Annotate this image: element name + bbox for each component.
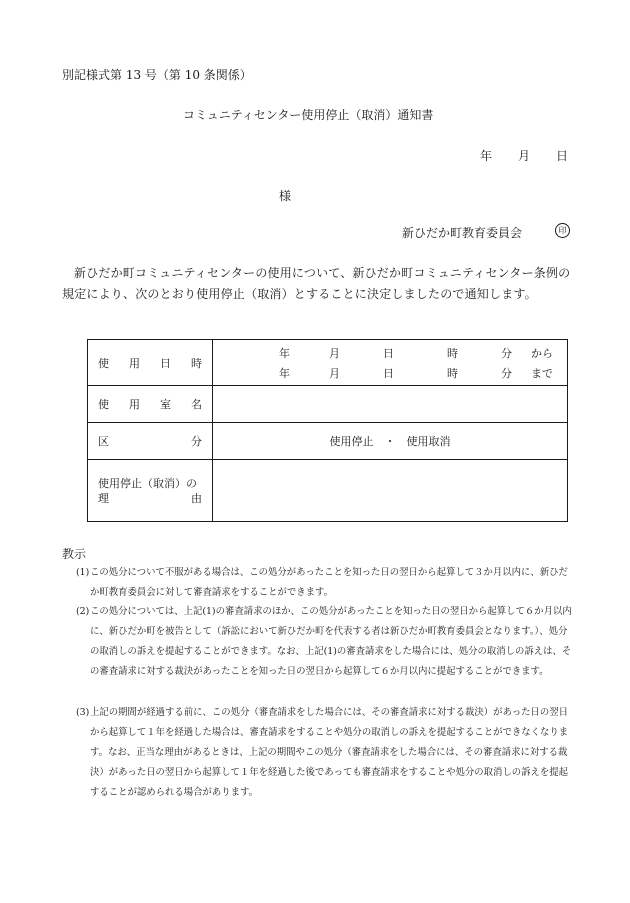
to-suffix: まで — [531, 366, 553, 380]
category-label-cell — [88, 423, 213, 460]
instruction-item — [62, 703, 572, 803]
day-unit: 日 — [383, 346, 394, 360]
table-row-room — [88, 386, 568, 423]
label-char: 由 — [191, 491, 202, 505]
datetime-label-cell — [88, 340, 213, 386]
reason-label-line1: 使用停止（取消）の — [98, 476, 197, 490]
issuer-name: 新ひだか町教育委員会 — [402, 226, 523, 240]
label-char: 日 — [160, 356, 171, 370]
instruction-item — [62, 602, 572, 682]
year-unit: 年 — [279, 346, 290, 360]
document-title: コミュニティセンター使用停止（取消）通知書 — [183, 108, 434, 122]
body-paragraph: 新ひだか町コミュニティセンターの使用について、新ひだか町コミュニティセンター条例の規定により、次のとおり使用停止（取消）とすることに決定しましたので通知します。 — [62, 266, 571, 301]
instruction-text: この処分については、上記(1)の審査請求のほか、この処分があったことを知った日の翌日から起算して６か月以内に、新ひだか町を被告として（訴訟において新ひだか町を代表する者は新ひだか町教育委員会となります。）、処分の取消しの訴えを提起することができます。なお、上記(1)の審査請求をした場合には、処分の取消しの訴えは、その審査請求に対する裁決があったことを知った日の翌日から起算して６か月以内に提起することができます。 — [90, 606, 572, 677]
label-char: 用 — [129, 356, 140, 370]
month-unit: 月 — [329, 366, 340, 380]
date-year-label: 年 — [480, 149, 493, 163]
reason-value-cell[interactable] — [213, 460, 568, 522]
day-unit: 日 — [383, 366, 394, 380]
datetime-to-line — [213, 363, 567, 383]
date-day-label: 日 — [556, 149, 569, 163]
minute-unit: 分 — [501, 366, 512, 380]
instruction-text: 上記の期間が経過する前に、この処分（審査請求をした場合には、その審査請求に対する裁決）があった日の翌日から起算して１年を経過した場合は、審査請求をすることや処分の取消しの訴えを提起することができなくなります。なお、正当な理由があるときは、上記の期間やこの処分（審査請求をした場合には、その審査請求に対する裁決）があった日の翌日から起算して１年を経過した後であっても審査請求をすることや処分の取消しの訴えを提起することが認められる場合があります。 — [90, 707, 569, 798]
label-char: 用 — [129, 398, 140, 411]
label-char: 区 — [98, 435, 109, 448]
table-row-category — [88, 423, 568, 460]
room-label-cell — [88, 386, 213, 423]
year-unit: 年 — [279, 366, 290, 380]
table-row-datetime — [88, 340, 568, 386]
hour-unit: 時 — [447, 346, 458, 360]
instruction-text: この処分について不服がある場合は、この処分があったことを知った日の翌日から起算して３か月以内に、新ひだか町教育委員会に対して審査請求をすることができます。 — [90, 567, 568, 598]
instruction-item — [62, 563, 572, 603]
datetime-from-line — [213, 343, 567, 363]
datetime-value-cell[interactable] — [213, 340, 568, 386]
label-char: 使 — [98, 398, 109, 411]
addressee-honorific: 様 — [279, 189, 292, 203]
instruction-number: (1) — [76, 567, 90, 578]
from-suffix: から — [531, 346, 553, 360]
room-value-cell[interactable] — [213, 386, 568, 423]
label-char: 使 — [98, 356, 109, 370]
label-char: 分 — [191, 435, 202, 448]
instruction-number: (2) — [76, 606, 90, 617]
label-char: 理 — [98, 491, 109, 505]
reason-label-cell — [88, 460, 213, 522]
label-char: 時 — [191, 356, 202, 370]
label-char: 室 — [160, 398, 171, 411]
category-value-cell[interactable]: 使用停止 ・ 使用取消 — [213, 423, 568, 460]
minute-unit: 分 — [501, 346, 512, 360]
instructions-title: 教示 — [62, 547, 87, 561]
instruction-number: (3) — [76, 707, 90, 718]
notice-table — [87, 339, 568, 522]
label-char: 名 — [191, 398, 202, 411]
table-row-reason — [88, 460, 568, 522]
date-month-label: 月 — [518, 149, 531, 163]
month-unit: 月 — [329, 346, 340, 360]
hour-unit: 時 — [447, 366, 458, 380]
form-label: 別記様式第 13 号（第 10 条関係） — [62, 68, 252, 82]
seal-mark: 印 — [555, 223, 570, 238]
